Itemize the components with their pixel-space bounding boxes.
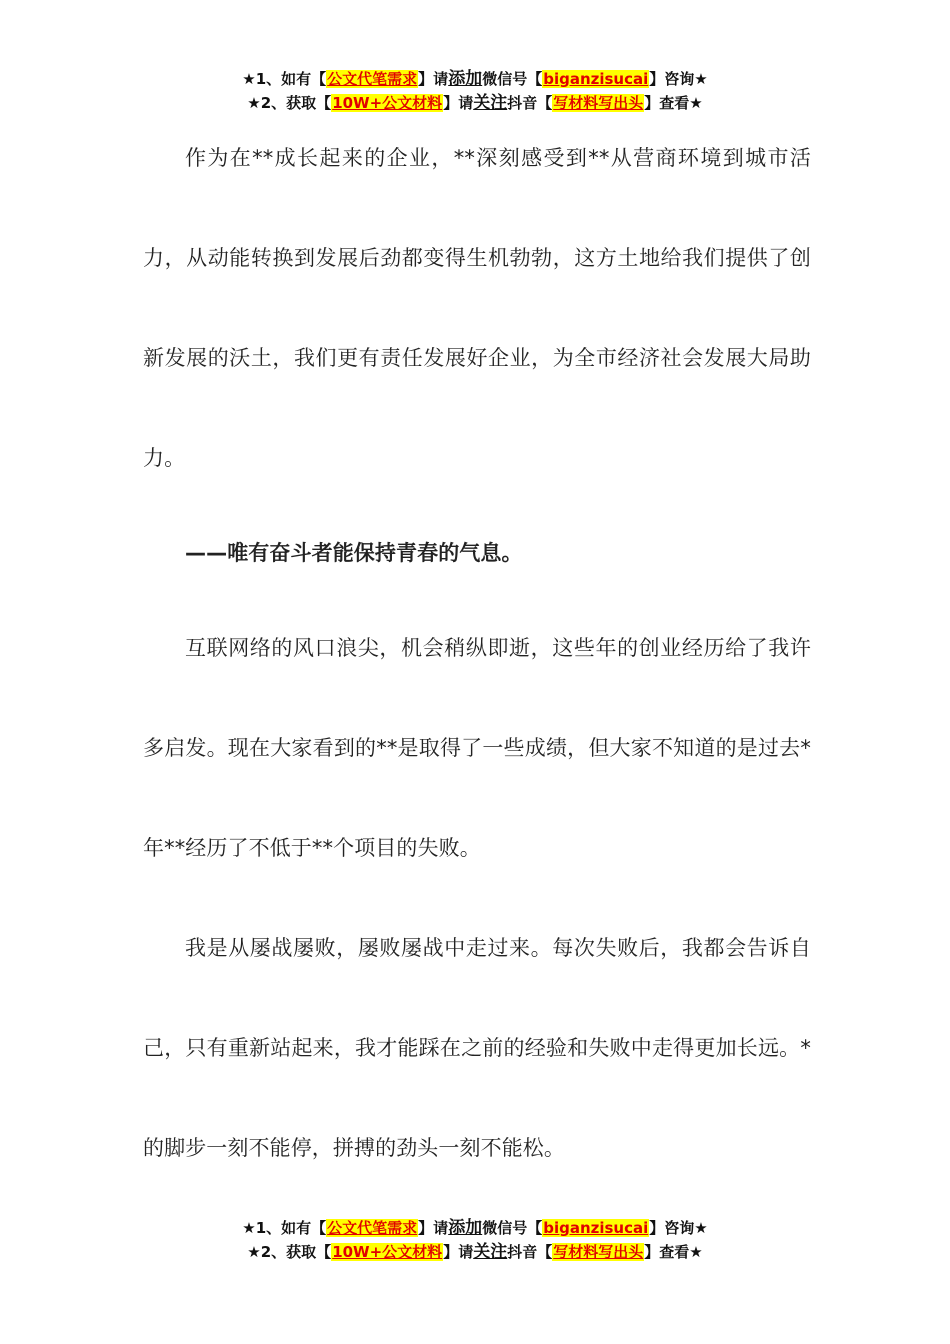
highlight-service: 公文代笔需求 xyxy=(327,70,418,88)
footer-banner xyxy=(0,1216,950,1264)
banner-text: 抖音【 xyxy=(507,1243,553,1261)
banner-text: ★2、获取【 xyxy=(247,94,332,112)
emphasis-text: 添加 xyxy=(448,1218,483,1238)
banner-text: 微信号【 xyxy=(482,70,543,88)
banner-text: 】请 xyxy=(418,1219,449,1237)
section-heading: ——唯有奋斗者能保持青春的气息。 xyxy=(185,541,523,565)
banner-text: 】咨询★ xyxy=(649,70,708,88)
douyin-account-highlight: 写材料写出头 xyxy=(553,1243,644,1261)
header-banner-line-1 xyxy=(0,67,950,91)
banner-text: 】请 xyxy=(418,70,449,88)
highlight-service: 公文代笔需求 xyxy=(327,1219,418,1237)
article-paragraph: 作为在**成长起来的企业，**深刻感受到**从营商环境到城市活力，从动能转换到发展后劲都变得生机勃勃，这方土地给我们提供了创新发展的沃土，我们更有责任发展好企业，为全市经济社会发展大局助力。 xyxy=(143,146,811,470)
banner-text: 微信号【 xyxy=(482,1219,543,1237)
article-paragraph: 互联网络的风口浪尖，机会稍纵即逝，这些年的创业经历给了我许多启发。现在大家看到的**是取得了一些成绩，但大家不知道的是过去*年**经历了不低于**个项目的失败。 xyxy=(143,636,811,860)
emphasis-text: 关注 xyxy=(473,1242,508,1262)
article-body xyxy=(143,122,811,1198)
wechat-id-highlight: biganzisucai xyxy=(543,70,649,88)
banner-text: 】查看★ xyxy=(644,1243,703,1261)
banner-text: 抖音【 xyxy=(507,94,553,112)
banner-text: ★1、如有【 xyxy=(242,1219,327,1237)
banner-text: 】请 xyxy=(443,94,474,112)
banner-text: ★2、获取【 xyxy=(247,1243,332,1261)
banner-text: 】查看★ xyxy=(644,94,703,112)
footer-banner-line-1 xyxy=(0,1216,950,1240)
banner-text: ★1、如有【 xyxy=(242,70,327,88)
highlight-materials: 10W+公文材料 xyxy=(332,94,443,112)
emphasis-text: 添加 xyxy=(448,69,483,89)
highlight-materials: 10W+公文材料 xyxy=(332,1243,443,1261)
douyin-account-highlight: 写材料写出头 xyxy=(553,94,644,112)
wechat-id-highlight: biganzisucai xyxy=(543,1219,649,1237)
banner-text: 】请 xyxy=(443,1243,474,1261)
footer-banner-line-2 xyxy=(0,1240,950,1264)
article-paragraph: 我是从屡战屡败，屡败屡战中走过来。每次失败后，我都会告诉自己，只有重新站起来，我才能踩在之前的经验和失败中走得更加长远。*的脚步一刻不能停，拼搏的劲头一刻不能松。 xyxy=(143,936,811,1160)
emphasis-text: 关注 xyxy=(473,93,508,113)
banner-text: 】咨询★ xyxy=(649,1219,708,1237)
